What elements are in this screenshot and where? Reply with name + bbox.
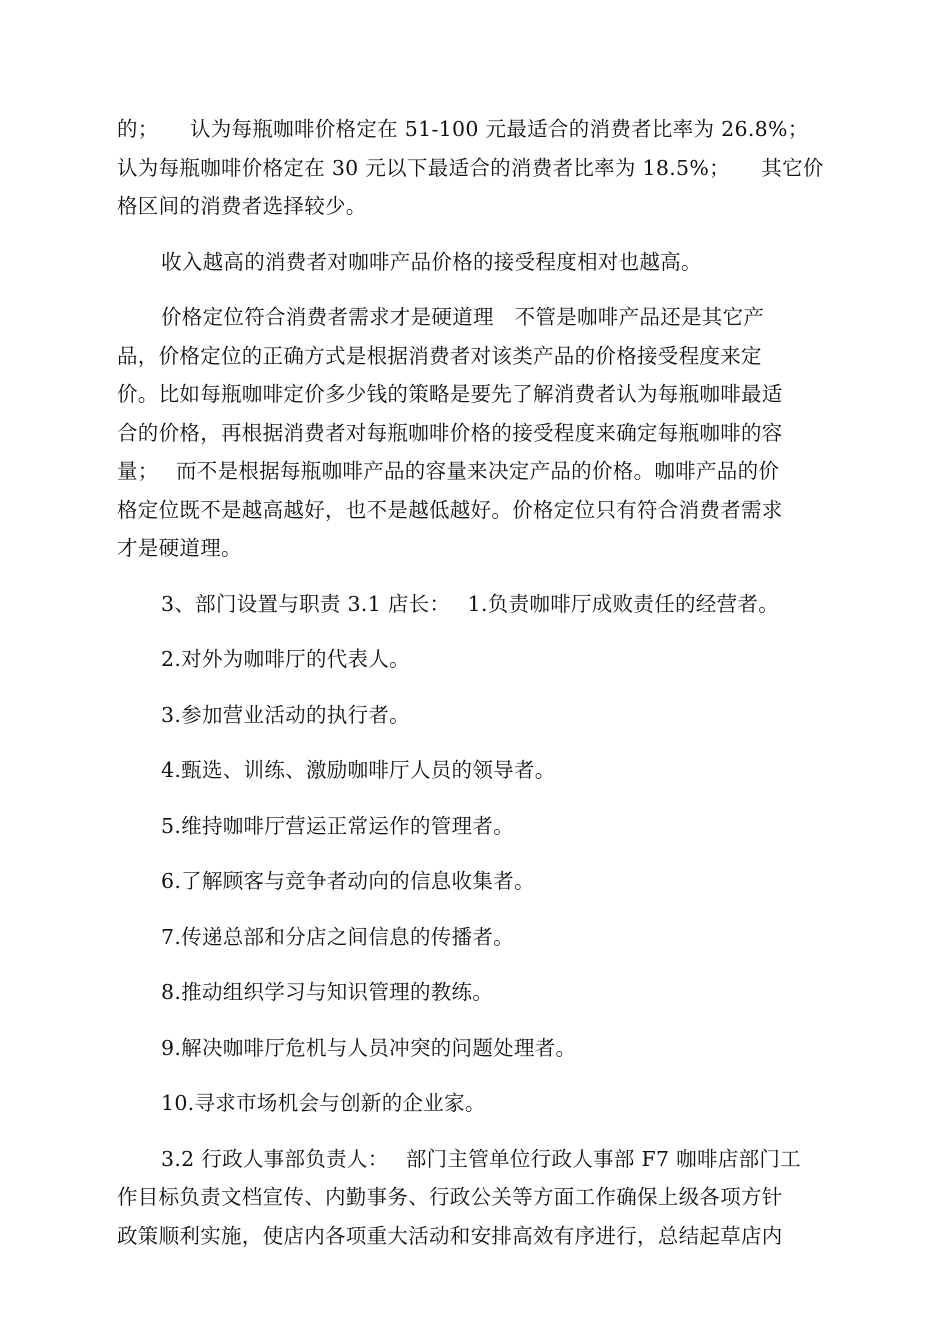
- text-line: 价。比如每瓶咖啡定价多少钱的策略是要先了解消费者认为每瓶咖啡最适: [117, 382, 783, 406]
- list-item: 2.对外为咖啡厅的代表人。: [161, 647, 410, 671]
- list-item: 6.了解顾客与竞争者动向的信息收集者。: [161, 869, 535, 893]
- list-item: 10.寻求市场机会与创新的企业家。: [161, 1091, 486, 1115]
- list-item: 3.参加营业活动的执行者。: [161, 702, 410, 727]
- document-page: [117, 110, 833, 1255]
- paragraph-price-survey: [117, 110, 833, 226]
- text-line: 认为每瓶咖啡价格定在 30 元以下最适合的消费者比率为 18.5%； 其它价: [117, 155, 824, 180]
- paragraph-income: 收入越高的消费者对咖啡产品价格的接受程度相对也越高。: [161, 249, 702, 274]
- text-line: 格区间的消费者选择较少。: [117, 194, 367, 218]
- paragraph-price-positioning: [117, 298, 833, 568]
- text-line: 3.2 行政人事部负责人： 部门主管单位行政人事部 F7 咖啡店部门工: [161, 1146, 801, 1171]
- list-item: 7.传递总部和分店之间信息的传播者。: [161, 924, 514, 949]
- text-line: 政策顺利实施，使店内各项重大活动和安排高效有序进行，总结起草店内: [117, 1223, 783, 1248]
- text-line: 才是硬道理。: [117, 536, 242, 560]
- text-line: 价格定位符合消费者需求才是硬道理 不管是咖啡产品还是其它产: [161, 305, 765, 329]
- text-line: 格定位既不是越高越好，也不是越低越好。价格定位只有符合消费者需求: [117, 497, 783, 522]
- list-item: 4.甄选、训练、激励咖啡厅人员的领导者。: [161, 758, 556, 782]
- text-line: 品，价格定位的正确方式是根据消费者对该类产品的价格接受程度来定: [117, 343, 762, 368]
- list-item: 9.解决咖啡厅危机与人员冲突的问题处理者。: [161, 1035, 577, 1060]
- paragraph-department-setup: 3、部门设置与职责 3.1 店长： 1.负责咖啡厅成败责任的经营者。: [161, 591, 780, 616]
- list-item: 5.维持咖啡厅营运正常运作的管理者。: [161, 813, 514, 838]
- text-line: 的； 认为每瓶咖啡价格定在 51-100 元最适合的消费者比率为 26.8%；: [117, 117, 809, 141]
- paragraph-admin-hr: [117, 1140, 833, 1256]
- text-line: 作目标负责文档宣传、内勤事务、行政公关等方面工作确保上级各项方针: [117, 1185, 783, 1209]
- text-line: 量； 而不是根据每瓶咖啡产品的容量来决定产品的价格。咖啡产品的价: [117, 459, 780, 483]
- list-item: 8.推动组织学习与知识管理的教练。: [161, 980, 494, 1004]
- text-line: 合的价格，再根据消费者对每瓶咖啡价格的接受程度来确定每瓶咖啡的容: [117, 420, 783, 445]
